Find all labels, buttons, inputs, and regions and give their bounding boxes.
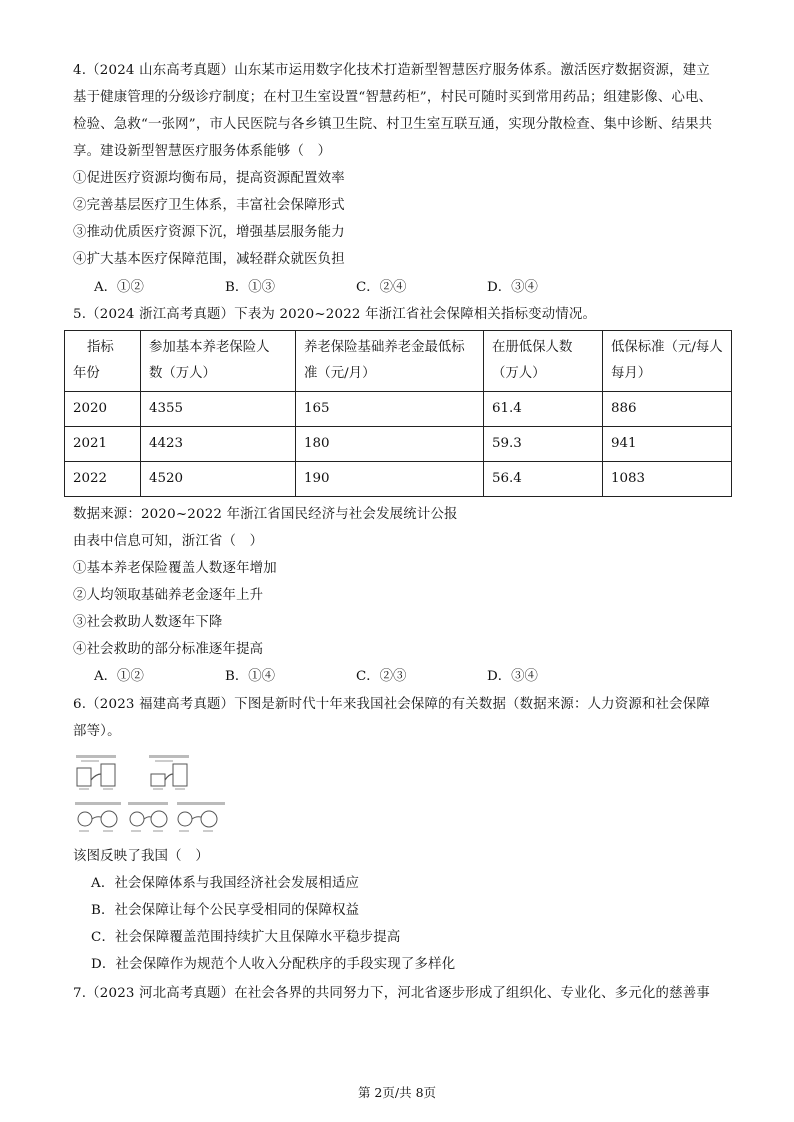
table-row bbox=[65, 392, 732, 427]
q4-options bbox=[94, 279, 538, 297]
q5-item-2: ②人均领取基础养老金逐年上升 bbox=[73, 588, 264, 603]
table-cell: 4423 bbox=[141, 427, 296, 462]
q4-stem-line-3: 检验、急救“一张网”，市人民医院与各乡镇卫生院、村卫生室互联互通，实现分散检查、集中诊断、结果共 bbox=[73, 117, 713, 132]
header-low-income-standard bbox=[603, 331, 732, 392]
q4-stem-line-4: 享。建设新型智慧医疗服务体系能够（ ） bbox=[73, 144, 332, 159]
table-cell: 886 bbox=[603, 392, 732, 427]
q5-option-b[interactable]: B．①④ bbox=[225, 669, 276, 684]
q6-option-d[interactable]: D．社会保障作为规范个人收入分配秩序的手段实现了多样化 bbox=[91, 957, 456, 972]
table-cell: 180 bbox=[296, 427, 484, 462]
header-text: 每月） bbox=[611, 366, 652, 381]
q4-item-4: ④扩大基本医疗保障范围，减轻群众就医负担 bbox=[73, 252, 345, 267]
table-row bbox=[65, 462, 732, 497]
header-low-income-count bbox=[484, 331, 603, 392]
q5-item-4: ④社会救助的部分标准逐年提高 bbox=[73, 642, 264, 657]
header-pension-participants bbox=[141, 331, 296, 392]
header-text: 低保标准（元/每人 bbox=[611, 340, 723, 355]
table-cell: 59.3 bbox=[484, 427, 603, 462]
table-cell: 1083 bbox=[603, 462, 732, 497]
q5-data-table bbox=[64, 330, 732, 497]
q6-stem-line-1: 6.（2023 福建高考真题）下图是新时代十年来我国社会保障的有关数据（数据来源：人力资源和社会保障 bbox=[73, 697, 710, 712]
header-text: 数（万人） bbox=[149, 366, 216, 381]
q6-option-a[interactable]: A．社会保障体系与我国经济社会发展相适应 bbox=[91, 876, 360, 891]
table-cell: 4355 bbox=[141, 392, 296, 427]
corner-top-label: 指标 bbox=[87, 340, 114, 355]
header-text: （万人） bbox=[492, 366, 546, 381]
q4-option-d[interactable]: D．③④ bbox=[487, 280, 538, 295]
table-cell: 56.4 bbox=[484, 462, 603, 497]
table-cell: 4520 bbox=[141, 462, 296, 497]
q6-option-c[interactable]: C．社会保障覆盖范围持续扩大且保障水平稳步提高 bbox=[91, 930, 401, 945]
header-text: 养老保险基础养老金最低标 bbox=[304, 340, 465, 355]
q6-stem-line-2: 部等）。 bbox=[73, 724, 121, 739]
q4-option-c[interactable]: C．②④ bbox=[356, 280, 407, 295]
table-cell: 61.4 bbox=[484, 392, 603, 427]
table-cell: 941 bbox=[603, 427, 732, 462]
q7-stem-line-1: 7.（2023 河北高考真题）在社会各界的共同努力下，河北省逐步形成了组织化、专业化、多元化的慈善事 bbox=[73, 986, 710, 1001]
q4-item-1: ①促进医疗资源均衡布局，提高资源配置效率 bbox=[73, 171, 345, 186]
page-footer: 第 2页/共 8页 bbox=[357, 1085, 437, 1100]
q5-question: 由表中信息可知，浙江省（ ） bbox=[73, 534, 264, 549]
corner-bottom-label: 年份 bbox=[73, 366, 100, 381]
q5-stem: 5.（2024 浙江高考真题）下表为 2020~2022 年浙江省社会保障相关指标变动情况。 bbox=[73, 307, 597, 322]
q5-item-1: ①基本养老保险覆盖人数逐年增加 bbox=[73, 561, 277, 576]
q4-option-a[interactable]: A．①② bbox=[94, 280, 144, 295]
header-text: 在册低保人数 bbox=[492, 340, 573, 355]
q4-item-2: ②完善基层医疗卫生体系，丰富社会保障形式 bbox=[73, 198, 345, 213]
q5-data-source: 数据来源：2020~2022 年浙江省国民经济与社会发展统计公报 bbox=[73, 507, 458, 522]
q5-item-3: ③社会救助人数逐年下降 bbox=[73, 615, 223, 630]
q5-option-c[interactable]: C．②③ bbox=[356, 669, 407, 684]
q6-question: 该图反映了我国（ ） bbox=[73, 849, 209, 864]
q4-stem-line-2: 基于健康管理的分级诊疗制度；在村卫生室设置“智慧药柜”，村民可随时买到常用药品；组建影像、心电、 bbox=[73, 90, 713, 105]
table-cell: 165 bbox=[296, 392, 484, 427]
table-cell: 2021 bbox=[65, 427, 141, 462]
header-text: 参加基本养老保险人 bbox=[149, 340, 270, 355]
table-corner-cell bbox=[65, 331, 141, 392]
table-row bbox=[65, 427, 732, 462]
q5-option-d[interactable]: D．③④ bbox=[487, 669, 538, 684]
q4-option-b[interactable]: B．①③ bbox=[225, 280, 276, 295]
social-security-infographic bbox=[73, 752, 229, 838]
table-cell: 190 bbox=[296, 462, 484, 497]
table-header-row bbox=[65, 331, 732, 392]
table-cell: 2022 bbox=[65, 462, 141, 497]
q6-option-b[interactable]: B．社会保障让每个公民享受相同的保障权益 bbox=[91, 903, 360, 918]
header-min-pension bbox=[296, 331, 484, 392]
q4-item-3: ③推动优质医疗资源下沉，增强基层服务能力 bbox=[73, 225, 345, 240]
q4-stem-line-1: 4.（2024 山东高考真题）山东某市运用数字化技术打造新型智慧医疗服务体系。激活医疗数据资源，建立 bbox=[73, 63, 710, 78]
q5-option-a[interactable]: A．①② bbox=[94, 669, 144, 684]
header-text: 准（元/月） bbox=[304, 366, 376, 381]
table-cell: 2020 bbox=[65, 392, 141, 427]
q5-options bbox=[94, 668, 538, 686]
